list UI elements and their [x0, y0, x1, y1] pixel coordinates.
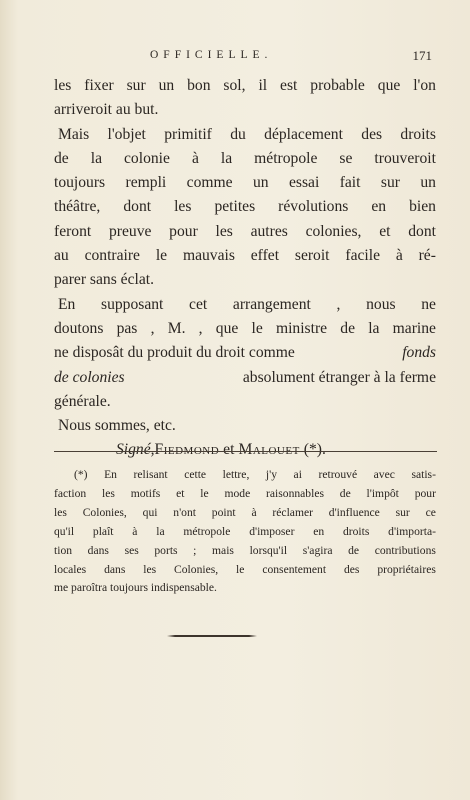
word: droits: [400, 125, 436, 143]
word: qu'il: [54, 524, 75, 538]
word: mode: [224, 486, 251, 500]
word: mais: [212, 543, 234, 557]
word: sol,: [223, 77, 246, 94]
word: les: [54, 77, 72, 94]
word: colonies,: [305, 222, 362, 240]
word: locales: [54, 562, 87, 576]
text-line: [54, 414, 436, 438]
word: retrouvé: [318, 468, 358, 481]
word: le: [236, 562, 245, 576]
word: de: [348, 543, 360, 557]
text-segment: générale.: [54, 392, 111, 410]
word: se: [339, 149, 353, 167]
word: fait: [339, 174, 361, 192]
word: les: [174, 198, 192, 216]
word: un: [252, 174, 269, 192]
word: de: [54, 149, 69, 167]
ornamental-rule: [167, 634, 257, 638]
word: satis-: [411, 468, 436, 481]
word: sur: [126, 77, 146, 94]
word: point: [211, 505, 236, 519]
word: colonie: [124, 149, 170, 167]
word: arrangement: [232, 295, 311, 313]
word: ,: [198, 319, 203, 337]
word: marine: [392, 319, 436, 337]
word: contraire: [84, 247, 140, 265]
word: mauvais: [182, 247, 235, 265]
word: supposant: [101, 295, 164, 313]
text-line: [54, 147, 436, 171]
word: probable: [310, 77, 365, 94]
word: Colonies,: [174, 562, 219, 576]
text-line: [54, 317, 436, 341]
word: petites: [214, 198, 256, 216]
word: trouveroit: [374, 149, 436, 167]
text-line: [54, 123, 436, 147]
word: raisonnables: [266, 486, 324, 500]
text-line: [54, 98, 436, 122]
word: effet: [250, 247, 280, 265]
text-segment: arriveroit au but.: [54, 101, 159, 119]
word: l'on: [413, 77, 436, 94]
footnote-line: [54, 561, 436, 580]
word: le: [251, 319, 263, 337]
word: est: [280, 77, 298, 94]
word: droits: [342, 524, 370, 538]
word: que: [215, 319, 239, 337]
word: ,: [336, 295, 341, 313]
text-line: [54, 74, 436, 98]
word: les: [102, 486, 115, 500]
word: la: [220, 149, 233, 167]
word: propriétaires: [377, 562, 436, 576]
word: autres: [250, 222, 288, 240]
text-segment: parer sans éclat.: [54, 271, 155, 289]
word: bon: [187, 77, 211, 94]
text-segment: absolument étranger à la ferme: [242, 368, 436, 386]
word: (*): [74, 468, 88, 481]
word: en: [313, 524, 325, 538]
word: facile: [345, 247, 380, 265]
italic-segment: de colonies: [54, 368, 125, 386]
word: les: [143, 562, 157, 576]
word: ses: [124, 543, 139, 557]
word: qui: [142, 505, 158, 519]
footnote-mark: (*).: [303, 441, 326, 459]
word: dont: [123, 198, 152, 216]
word: à: [191, 149, 199, 167]
page-number: 171: [412, 48, 432, 63]
word: ;: [193, 543, 197, 557]
text-line: [54, 244, 436, 268]
word: cet: [189, 295, 208, 313]
word: l'impôt: [366, 486, 399, 500]
word: révolutions: [278, 198, 349, 216]
word: ce: [425, 505, 436, 519]
word: que: [377, 77, 401, 94]
word: ai: [293, 468, 302, 481]
word: à: [251, 505, 257, 519]
text-segment: Nous sommes, etc.: [58, 417, 176, 435]
word: et: [379, 222, 391, 240]
italic-segment: fonds: [402, 344, 436, 362]
word: motifs: [130, 486, 161, 500]
word: réclamer: [272, 505, 313, 519]
word: comme: [186, 174, 233, 192]
word: lorsqu'il: [249, 543, 288, 557]
word: des: [361, 125, 383, 143]
word: pour: [414, 486, 436, 500]
word: pour: [169, 222, 198, 240]
word: à: [132, 524, 138, 538]
word: plaît: [92, 524, 114, 538]
text-line: [54, 268, 436, 292]
word: la: [90, 149, 102, 167]
word: ré-: [418, 247, 436, 265]
word: preuve: [108, 222, 152, 240]
word: Mais: [58, 125, 90, 143]
word: métropole: [183, 524, 231, 538]
word: lettre,: [222, 468, 250, 481]
word: M.: [167, 319, 186, 337]
text-line: [54, 341, 436, 365]
word: toujours: [54, 174, 106, 192]
word: fixer: [84, 77, 114, 94]
signatory-name: Fiedmond: [154, 441, 220, 459]
word: relisant: [133, 468, 168, 481]
word: au: [54, 247, 69, 265]
text-line: [54, 171, 436, 195]
footnote: [54, 466, 436, 598]
footnote-line: [54, 466, 436, 485]
word: un: [158, 77, 175, 94]
word: un: [420, 174, 436, 192]
word: le: [155, 247, 168, 265]
footnote-divider: [54, 451, 437, 452]
word: tion: [54, 543, 73, 557]
footnote-line: [54, 542, 436, 561]
word: ports: [154, 543, 178, 557]
text-line: [54, 293, 436, 317]
word: seroit: [294, 247, 330, 265]
word: à: [395, 247, 403, 265]
word: dans: [104, 562, 126, 576]
word: j'y: [265, 468, 277, 481]
word: s'agira: [302, 543, 333, 557]
word: contributions: [374, 543, 436, 557]
word: Colonies,: [82, 505, 127, 519]
word: métropole: [254, 149, 318, 167]
word: en: [371, 198, 387, 216]
word: théâtre,: [54, 198, 101, 216]
word: le: [200, 486, 209, 500]
signatory-name: Malouet: [238, 441, 300, 459]
text-segment: et: [223, 441, 235, 459]
word: la: [156, 524, 165, 538]
word: et: [176, 486, 185, 500]
running-head: OFFICIELLE.: [150, 49, 273, 61]
word: sur: [395, 505, 410, 519]
word: cette: [184, 468, 207, 481]
word: d'imposer: [249, 524, 295, 538]
word: rempli: [125, 174, 167, 192]
word: de: [339, 486, 351, 500]
text-line: [54, 195, 436, 219]
word: des: [343, 562, 360, 576]
word: consentement: [262, 562, 327, 576]
footnote-line: [54, 523, 436, 542]
text-line: [54, 220, 436, 244]
text-line: [54, 390, 436, 414]
text-line: [54, 366, 436, 390]
word: essai: [288, 174, 320, 192]
word: ne: [421, 295, 436, 313]
main-text: [54, 74, 436, 463]
word: de: [340, 319, 355, 337]
word: il: [258, 77, 268, 94]
word: En: [104, 468, 117, 481]
word: dans: [87, 543, 109, 557]
word: feront: [54, 222, 92, 240]
word: avec: [373, 468, 395, 481]
word: déplacement: [264, 125, 343, 143]
word: les: [54, 505, 67, 519]
word: d'importa-: [388, 524, 436, 538]
footnote-line: [54, 579, 436, 598]
signe-label: Signé,: [116, 441, 155, 459]
text-segment: me paroîtra toujours indispensable.: [54, 581, 217, 595]
word: la: [368, 319, 380, 337]
word: bien: [409, 198, 436, 216]
footnote-line: [54, 485, 436, 504]
word: En: [58, 295, 76, 313]
word: ministre: [275, 319, 328, 337]
word: n'ont: [173, 505, 196, 519]
word: les: [215, 222, 233, 240]
word: nous: [366, 295, 396, 313]
word: pas: [116, 319, 138, 337]
word: l'objet: [107, 125, 146, 143]
word: ,: [150, 319, 155, 337]
footnote-line: [54, 504, 436, 523]
word: doutons: [54, 319, 104, 337]
word: d'influence: [328, 505, 380, 519]
text-segment: ne disposât du produit du droit comme: [54, 344, 295, 362]
word: sur: [380, 174, 400, 192]
word: du: [230, 125, 246, 143]
word: dont: [408, 222, 436, 240]
word: faction: [54, 486, 87, 500]
word: primitif: [164, 125, 212, 143]
